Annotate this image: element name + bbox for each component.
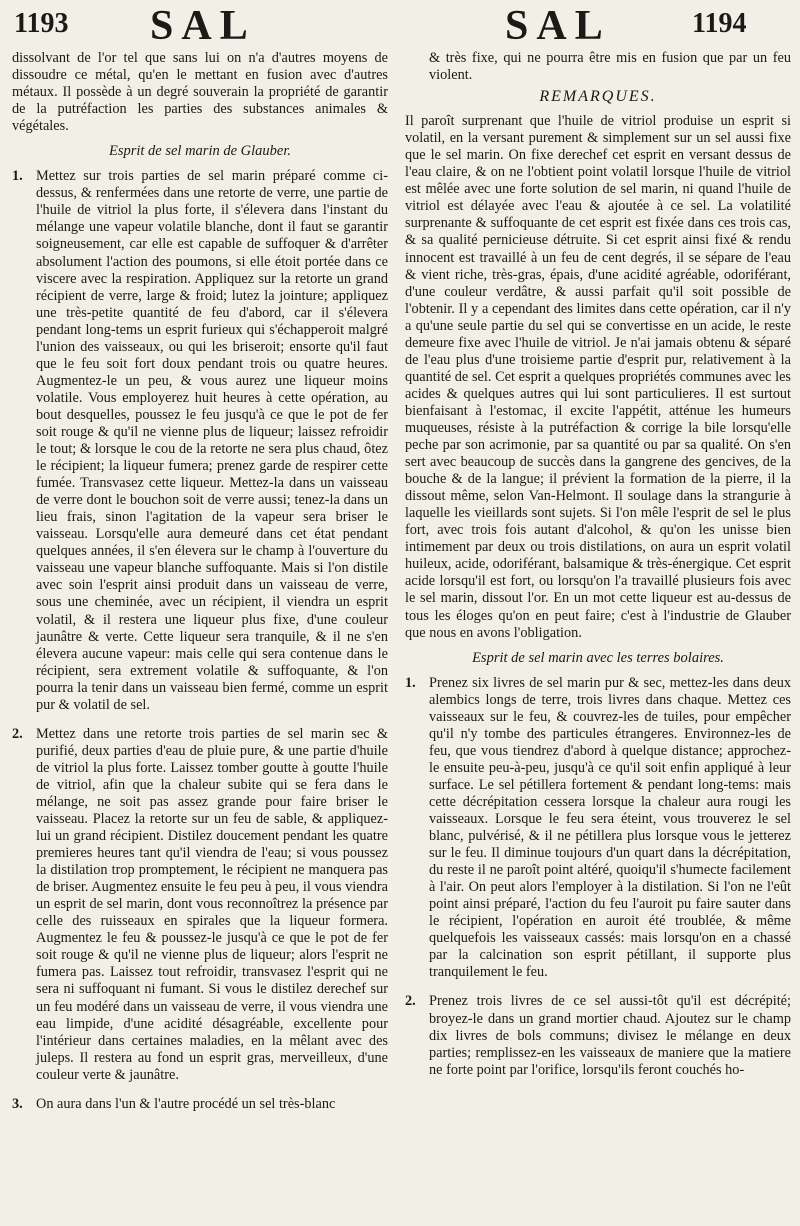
left-item-1 — [12, 168, 388, 714]
right-column — [405, 50, 791, 1218]
item-text: Prenez six livres de sel marin pur & sec, mettez-les dans deux alembics longs de terre, trois livres dans chaque. Mettez ces vaisseaux sur le feu, & couvrez-les de tuiles, pour empêcher qu'il n'y tombe des particules étrangeres. Environnez-les de feu, que vous tiendrez d'abord à quelque distance; approchez-le ensuite peu-à-peu, jusqu'à ce qu'il soit enfin appliqué à leur surface. Le sel pétillera fortement & pendant long-tems: mais cette décrépitation cessera lorsque la chaleur aura rougi les vaisseaux. Lorsque le feu sera éteint, vous trouverez le sel blanc, pulvérisé, & il ne pétillera plus lorsque vous le jetterez sur le feu. Il diminue toujours d'un quart dans la décrépitation, du reste il ne paroît point altéré, quoiqu'il s'humecte facilement à l'air. On peut alors l'employer à la distilation. Si l'on ne l'eût point ainsi préparé, l'action du feu l'auroit pu faire sauter dans le récipient, l'opération en auroit été troublée, & même quelquefois les vaisseaux cassés: mais lorsqu'on en a chassé par la calcination son esprit pétillant, il supporte plus tranquilement le feu. — [429, 674, 791, 981]
item-number: 2. — [12, 725, 23, 742]
right-intro-paragraph: & très fixe, qui ne pourra être mis en fusion que par un feu violent. — [429, 50, 791, 84]
left-running-head: SAL — [150, 3, 256, 49]
item-number: 1. — [405, 674, 416, 691]
right-item-1 — [405, 675, 791, 982]
left-column — [12, 50, 388, 1218]
item-number: 3. — [12, 1095, 23, 1112]
left-intro-paragraph: dissolvant de l'or tel que sans lui on n'a d'autres moyens de dissoudre ce métal, qu'en le mettant en fusion avec d'autres métaux. Il possède à un degré souverain la propriété de garantir de la putréfaction les parties des substances animales & végétales. — [12, 50, 388, 135]
item-text: On aura dans l'un & l'autre procédé un sel très-blanc — [36, 1095, 336, 1112]
left-page-number: 1193 — [14, 8, 69, 39]
page-header — [0, 3, 800, 52]
item-number: 2. — [405, 993, 416, 1010]
item-text: Mettez sur trois parties de sel marin préparé comme ci-dessus, & renfermées dans une retorte de verre, une partie de l'huile de vitriol la plus forte, il s'élevera dans l'instant du mélange une vapeur volatile blanche, dont il faut se garantir soigneusement, car elle est capable de suffoquer & d'arrêter absolument l'action des poumons, si elle étoit portée dans ce viscere avec la respiration. Appliquez sur la retorte un grand récipient de verre, large & froid; lutez la jointure; appliquez une très-petite quantité de feu d'abord, car il s'élevera pendant long-tems un esprit furieux qui s'échapperoit malgré l'union des vaisseaux, ou qui les briseroit; ensorte qu'il faut que le feu soit fort doux pendant trois ou quatre heures. Augmentez-le un peu, & vous aurez une liqueur moins volatile. Vous employerez huit heures à cette opération, au bout desquelles, poussez le feu jusqu'à ce que le pot de fer soit rouge & qu'il ne vienne plus de liqueur; laissez refroidir le tout; & lorsque le cou de la retorte ne sera plus chaud, ôtez le récipient; la liqueur fumera; prenez garde de respirer cette fumée. Transvasez cette liqueur. Mettez-la dans un vaisseau de verre dont le bouchon soit de verre aussi; tenez-la dans un lieu frais, sinon l'agitation de la vapeur sera briser le vaisseau. Lorsqu'elle aura demeuré dans cet état pendant quelques années, il s'en élevera sur le champ à l'ouverture du vaisseau une vapeur blanche suffoquante. Mais si l'on distile avec soin l'esprit ainsi produit dans un vaisseau de verre, sous une cheminée, avec un récipient, il viendra un esprit volatil, & il restera une liqueur plus fixe, d'une couleur jaunâtre & verte. Cette liqueur sera tranquile, & il ne s'en élevera aucune vapeur: mais celle qui sera contenue dans le récipient, sera extrement volatile & suffoquante, & l'on pourra la tenir dans un vaisseau bien fermé, comme un esprit pur & volatil de sel. — [36, 168, 388, 713]
left-item-3 — [12, 1096, 388, 1113]
item-text: Prenez trois livres de ce sel aussi-tôt qu'il est décrépité; broyez-le dans un grand mortier chaud. Ajoutez sur le champ dix livres de bols communs; divisez le mélange en deux parties; remplissez-en les vaisseaux de maniere que la matiere ne forte point par l'orifice, lorsqu'ils feront couchés ho- — [429, 993, 791, 1078]
item-number: 1. — [12, 168, 23, 185]
left-section-heading: Esprit de sel marin de Glauber. — [108, 143, 292, 160]
right-section-heading: Esprit de sel marin avec les terres bolaires. — [472, 649, 724, 666]
right-running-head: SAL — [505, 3, 611, 49]
remarques-heading: REMARQUES. — [539, 88, 657, 106]
remarques-paragraph: Il paroît surprenant que l'huile de vitriol produise un esprit si volatil, en la versant purement & simplement sur un sel aussi fixe que le sel marin. On fixe derechef cet esprit en versant dessus de l'eau claire, & on ne l'obtient point volatil lorsque l'huile de vitriol est mêlée avec une forte solution de sel marin, ni quand l'huile de vitriol est délayée avec l'eau & ajoutée à ce sel. La volatilité surprenante & suffoquante de cet esprit est fixée dans ces trois cas, & sa qualité pernicieuse détruite. Si cet esprit ainsi fixé & rendu innocent est travaillé à un feu de cent degrés, il se sépare de l'eau & vient riche, très-gras, épais, d'une acidité agréable, odoriférant, d'une couleur verdâtre, & aussi parfait qu'il soit possible de l'obtenir. Il y a cependant des limites dans cette opération, car il n'y a qu'une seule partie du sel qui se convertisse en un acide, le reste demeure fixe avec l'huile de vitriol. Je n'ai jamais obtenu & séparé de l'eau plus d'une troisieme partie d'esprit pur, relativement à la quantité de sel. Cet esprit a quelques propriétés communes avec les acides & quelques autres qui lui sont particulieres. Il est surtout bienfaisant à l'estomac, il excite l'appétit, atténue les humeurs muqueuses, résiste à la putréfaction & corrige la bile lorsqu'elle peche par son acrimonie, par sa quantité ou par sa qualité. On s'en sert avec beaucoup de succès dans la gangrene des gencives, de la bouche & de la langue; il prévient la formation de la pierre, il la dissout même, selon Van-Helmont. Il soulage dans la strangurie à laquelle les vieillards sont sujets. Si l'on mêle l'esprit de sel le plus fort, avec trois fois autant d'alcohol, & qu'on les unisse bien intimement par deux ou trois distilations, on aura un esprit volatil huileux, acide, odoriférant, balsamique & très-énergique. Cet esprit acide lorsqu'il est fort, ou lorsqu'on l'a travaillé plusieurs fois avec le sel marin, dissout l'or. En un mot cette liqueur est au-dessus de tous les éloges qu'on en peut faire; c'est à l'industrie de Glauber que nous en avons l'obligation. — [405, 113, 791, 641]
item-text: Mettez dans une retorte trois parties de sel marin sec & purifié, deux parties d'eau de pluie pure, & une partie d'huile de vitriol la plus forte. Laissez tomber goutte à goutte l'huile de vitriol, afin que la chaleur subite qui se fera dans le mélange, ne soit pas assez grande pour faire briser le vaisseau. Placez la retorte sur un feu de sable, & appliquez-lui un grand récipient. Distilez doucement pendant les quatre premieres heures tant qu'il viendra de l'eau; si vous poussez la distilation trop promptement, le récipient ne manquera pas de briser. Augmentez ensuite le feu peu à peu, il vous viendra un esprit de sel marin, dont vous reconnoîtrez la présence par celle des ruisseaux en spirales que la liqueur formera. Augmentez le feu & poussez-le jusqu'à ce que le pot de fer soit rouge & qu'il ne vienne plus de liqueur; alors l'esprit ne fumera pas. Laissez tout refroidir, transvasez l'esprit qui ne sera ni suffoquant ni fumant. Si vous le distilez derechef sur un feu modéré dans un vaisseau de verre, il vous viendra une eau limpide, d'une acidité désagréable, excellente pour l'intérieur dans certaines maladies, en la mêlant avec des juleps. Il restera au fond un esprit gras, merveilleux, d'une couleur verte & jaunâtre. — [36, 725, 388, 1083]
left-item-2 — [12, 726, 388, 1084]
right-page-number: 1194 — [692, 8, 747, 39]
right-item-2 — [405, 993, 791, 1078]
